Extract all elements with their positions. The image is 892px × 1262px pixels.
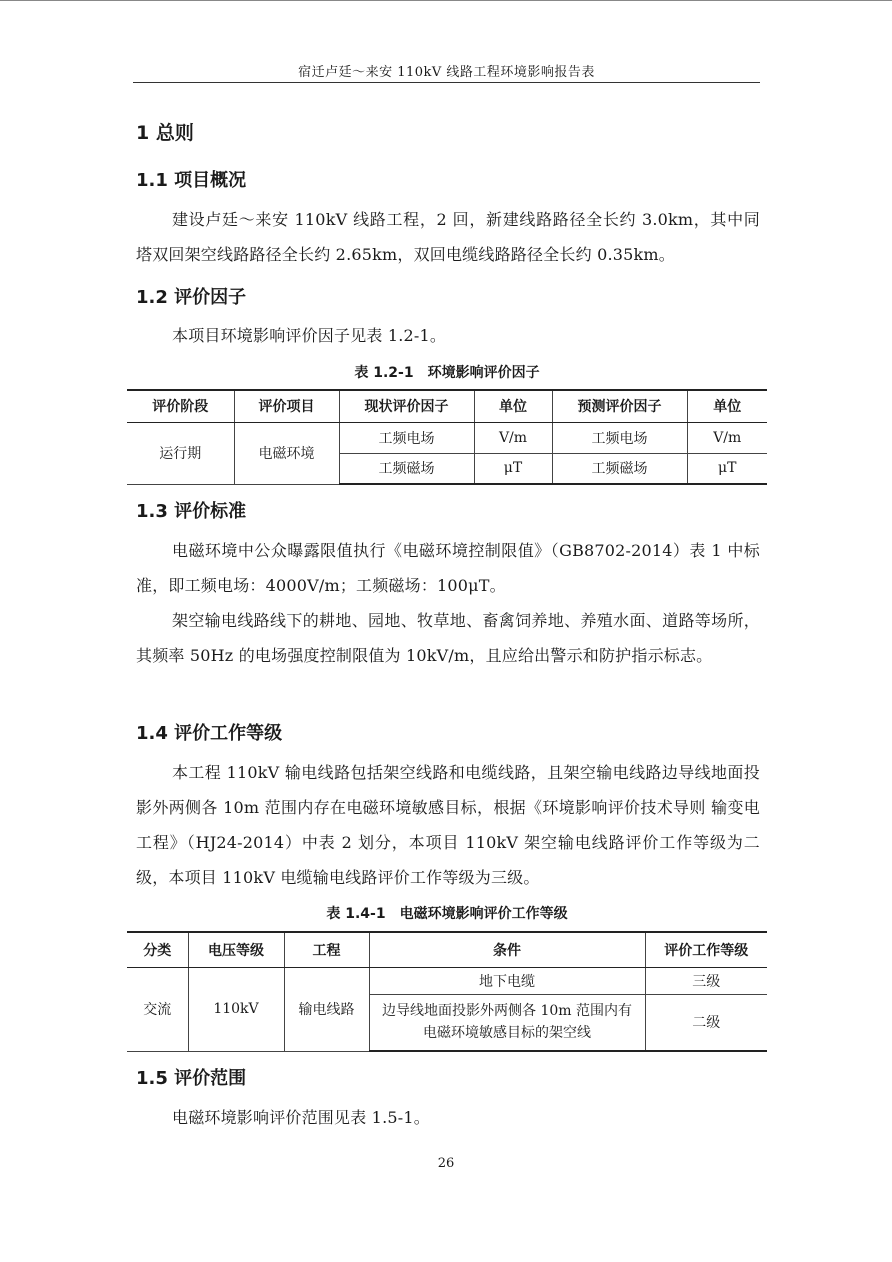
section-1-2-paragraph: 本项目环境影响评价因子见表 1.2-1。: [172, 326, 447, 345]
project-cell: 输电线路: [284, 967, 369, 1051]
condition-cell: 地下电缆: [369, 967, 645, 994]
table-row: [127, 422, 767, 453]
table-1-4-1-caption: 表 1.4-1 电磁环境影响评价工作等级: [326, 906, 568, 922]
table-header-cell: 评价阶段: [127, 390, 234, 422]
voltage-cell: 110kV: [188, 967, 284, 1051]
table-row: [127, 967, 767, 994]
table-header-cell: 预测评价因子: [552, 390, 687, 422]
table-header-cell: 电压等级: [188, 932, 284, 967]
section-1-3-paragraph-1: 电磁环境中公众曝露限值执行《电磁环境控制限值》（GB8702-2014）表 1 中标准，即工频电场：4000V/m；工频磁场：100μT。: [136, 541, 760, 595]
section-heading-1-5: 1.5 评价范围: [136, 1068, 247, 1089]
section-heading-1-4: 1.4 评价工作等级: [136, 723, 283, 744]
table-cell: V/m: [474, 422, 552, 453]
section-heading-1-2: 1.2 评价因子: [136, 287, 247, 308]
running-header: 宿迁卢廷～来安 110kV 线路工程环境影响报告表: [298, 65, 595, 80]
table-header-cell: 单位: [474, 390, 552, 422]
section-heading-1-3: 1.3 评价标准: [136, 501, 247, 522]
grade-cell: 二级: [645, 994, 767, 1051]
table-cell: μT: [687, 453, 767, 484]
grade-cell: 三级: [645, 967, 767, 994]
table-cell: 工频电场: [552, 422, 687, 453]
section-1-3-paragraph-2: 架空输电线路线下的耕地、园地、牧草地、畜禽饲养地、养殖水面、道路等场所，其频率 50Hz 的电场强度控制限值为 10kV/m，且应给出警示和防护指示标志。: [136, 611, 760, 665]
table-1-2-1-caption: 表 1.2-1 环境影响评价因子: [354, 365, 540, 381]
table-header-cell: 评价工作等级: [645, 932, 767, 967]
condition-cell: 边导线地面投影外两侧各 10m 范围内有电磁环境敏感目标的架空线: [369, 994, 645, 1051]
table-header-cell: 分类: [127, 932, 188, 967]
section-heading-1-1: 1.1 项目概况: [136, 170, 247, 191]
table-cell: 工频电场: [339, 422, 474, 453]
section-1-1-paragraph: 建设卢廷～来安 110kV 线路工程，2 回，新建线路路径全长约 3.0km，其中同塔双回架空线路路径全长约 2.65km，双回电缆线路路径全长约 0.35km。: [136, 210, 760, 264]
table-1-2-1: [127, 389, 767, 485]
table-cell: μT: [474, 453, 552, 484]
table-header-cell: 评价项目: [234, 390, 339, 422]
header-rule: [133, 82, 760, 83]
table-header-cell: 条件: [369, 932, 645, 967]
top-border-line: [0, 0, 892, 1]
page-number: 26: [437, 1156, 455, 1171]
table-cell: V/m: [687, 422, 767, 453]
table-header-cell: 单位: [687, 390, 767, 422]
item-cell: 电磁环境: [234, 422, 339, 484]
section-1-5-paragraph: 电磁环境影响评价范围见表 1.5-1。: [172, 1108, 430, 1127]
stage-cell: 运行期: [127, 422, 234, 484]
table-header-cell: 现状评价因子: [339, 390, 474, 422]
table-header-cell: 工程: [284, 932, 369, 967]
table-1-4-1: [127, 931, 767, 1052]
category-cell: 交流: [127, 967, 188, 1051]
section-1-4-paragraph: 本工程 110kV 输电线路包括架空线路和电缆线路，且架空输电线路边导线地面投影外两侧各 10m 范围内存在电磁环境敏感目标，根据《环境影响评价技术导则 输变电工程》（HJ24-2014）中表 2 划分，本项目 110kV 架空输电线路评价工作等级为二级，本项目 110kV 电缆输电线路评价工作等级为三级。: [136, 763, 760, 887]
table-cell: 工频磁场: [552, 453, 687, 484]
table-cell: 工频磁场: [339, 453, 474, 484]
chapter-title: 1 总则: [136, 122, 194, 144]
